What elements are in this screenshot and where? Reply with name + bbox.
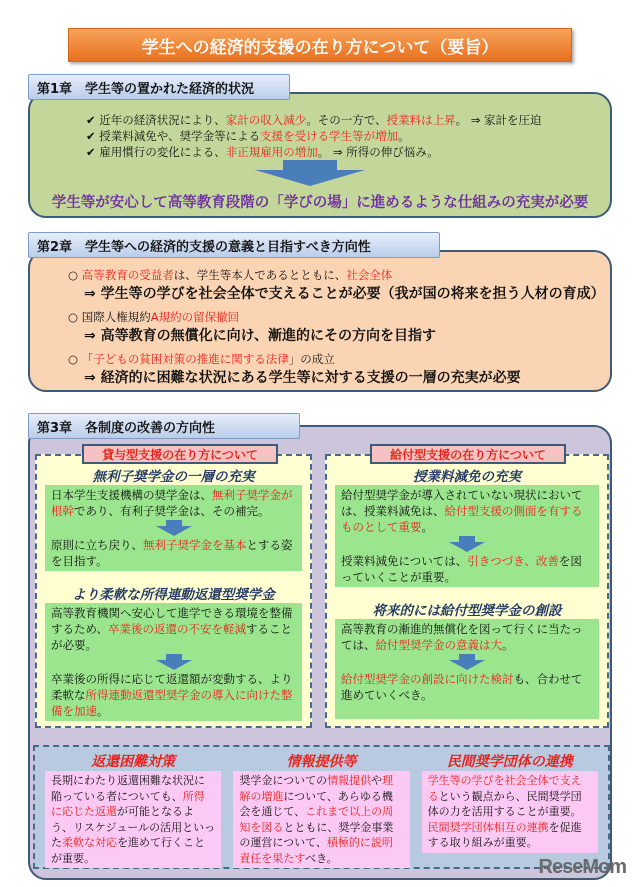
text-segment: 原則に立ち戻り、	[51, 538, 143, 552]
section-box	[335, 619, 599, 719]
text-segment: 授業料減免や、奨学金等による	[99, 129, 261, 143]
chapter1-conclusion: 学生等が安心して高等教育段階の「学びの場」に進めるような仕組みの充実が必要	[51, 195, 589, 211]
highlighted-text: 高等教育の受益者	[81, 268, 174, 282]
measure-heading: 民間奨学団体の連携	[446, 754, 573, 770]
down-arrow-icon	[255, 160, 365, 186]
highlighted-text: 情報提供	[327, 774, 372, 787]
text-segment: について、あらゆる機会を通じて、	[239, 789, 393, 818]
text-segment: は、学生等本人であるとともに、	[173, 268, 347, 282]
text-segment: 」の成立	[288, 352, 335, 366]
text-segment: を図っていくことが重要。	[341, 554, 582, 584]
text-segment: 奨学金についての	[239, 774, 328, 787]
section-text	[341, 487, 593, 535]
text-segment: 。	[421, 520, 433, 534]
text-segment: 国際人権規約	[81, 310, 151, 324]
highlighted-text: 所得連動返還型奨学金の導入に向けた整備を加速	[51, 688, 293, 718]
section-heading: 将来的には給付型奨学金の創設	[372, 603, 562, 619]
text-segment: を進めて行くことが重要。	[51, 836, 205, 865]
highlighted-text: A規約の留保撤回	[150, 310, 240, 324]
text-segment: 近年の経済状況により、	[99, 113, 226, 127]
other-measures-panel	[33, 745, 610, 869]
text-segment: 。	[502, 638, 514, 652]
text-segment: 。	[97, 704, 109, 718]
section-heading: 無利子奨学金の一層の充実	[92, 469, 255, 485]
loan-support-tab: 貸与型支援の在り方について	[82, 444, 278, 464]
highlighted-text: 無利子奨学金が根幹	[51, 488, 293, 518]
item-statement	[82, 352, 335, 366]
text-segment: という観点から、民間奨学団体の力を活用することが重要。	[427, 789, 582, 818]
section-heading: 授業料減免の充実	[413, 469, 521, 485]
circle-bullet-icon: ○	[68, 310, 79, 324]
text-segment: 授業料減免については、	[341, 554, 468, 568]
highlighted-text: 卒業後の返還の不安を軽減	[108, 622, 247, 636]
page-title: 学生への経済的支援の在り方について（要旨）	[68, 28, 572, 62]
measure-column	[233, 751, 409, 867]
text-segment: 「	[81, 352, 94, 366]
item-statement	[82, 310, 239, 324]
down-arrow-icon	[449, 654, 485, 670]
section-text	[51, 671, 296, 719]
text-segment: や	[371, 774, 383, 787]
highlighted-text: 所得に応じた返還	[51, 789, 205, 818]
bullet-text	[99, 129, 409, 143]
section-text	[341, 553, 593, 585]
text-segment: 。	[398, 129, 410, 143]
circle-bullet-icon: ○	[68, 268, 79, 282]
item-statement	[82, 268, 393, 282]
chapter2-heading: 第2章 学生等への経済的支援の意義と目指すべき方向性	[28, 232, 440, 258]
grant-support-panel	[325, 454, 609, 728]
measure-heading: 返還困難対策	[91, 754, 176, 770]
check-icon: ✔	[86, 129, 96, 143]
text-segment: 給付型奨学金が導入されていない現状においては、授業料減免は、	[341, 488, 583, 518]
text-segment: とする姿を目指す。	[51, 538, 293, 568]
bullet-text	[99, 145, 439, 159]
section-text	[341, 621, 593, 653]
text-segment: 高等教育の漸進的無償化を図って行くに当たっては、	[341, 622, 583, 652]
highlighted-text: 理解の増進	[239, 774, 394, 803]
section-text	[51, 537, 296, 569]
item-conclusion: ⇒ 学生等の学びを社会全体で支えることが必要（我が国の将来を担う人材の育成）	[84, 286, 605, 302]
highlighted-text: 無利子奨学金を基本	[143, 538, 247, 552]
text-segment: 雇用慣行の変化による、	[99, 145, 226, 159]
circle-bullet-icon: ○	[68, 352, 79, 366]
highlighted-text: 非正規雇用の増加	[225, 145, 318, 159]
check-icon: ✔	[86, 145, 96, 159]
section-text	[51, 605, 296, 653]
section-box	[45, 485, 302, 571]
text-segment: 高等教育機関へ安心して進学できる環境を整備するため、	[51, 606, 293, 636]
down-arrow-icon	[449, 536, 485, 552]
text-segment: も、合わせて進めていくべき。	[341, 672, 583, 702]
highlighted-text: 給付型奨学金の意義は大	[375, 638, 502, 652]
highlighted-text: 家計の収入減少	[225, 113, 307, 127]
item-conclusion: ⇒ 高等教育の無償化に向け、漸進的にその方向を目指す	[84, 328, 437, 344]
down-arrow-icon	[156, 654, 192, 670]
section-heading: より柔軟な所得連動返還型奨学金	[72, 587, 275, 603]
text-segment: を促進する取り組みが重要。	[427, 820, 582, 849]
highlighted-text: 民間奨学団体相互の連携	[427, 820, 549, 834]
measure-column	[45, 751, 221, 867]
text-segment: 。 ⇒ 所得の伸び悩み。	[317, 145, 439, 159]
highlighted-text: 学生等の学びを社会全体で支える	[427, 774, 582, 803]
text-segment: であり、有利子奨学金は、その補完。	[74, 504, 270, 518]
highlighted-text: 積極的に説明責任を果たす	[239, 836, 393, 865]
text-segment: べき。	[305, 851, 338, 865]
text-segment: 長期にわたり返還困難な状況に陥っている者についても、	[51, 774, 205, 803]
chapter1-heading: 第1章 学生等の置かれた経済的状況	[28, 74, 290, 100]
section-text	[51, 487, 296, 519]
text-segment: 。 ⇒ 家計を圧迫	[455, 113, 542, 127]
bullet-text	[99, 113, 541, 127]
section-box	[335, 485, 599, 587]
text-segment: 。その一方で、	[306, 113, 387, 127]
measure-text	[233, 771, 409, 868]
chapter2-box	[28, 250, 612, 392]
down-arrow-icon	[156, 520, 192, 536]
highlighted-text: 引きつづき、改善	[467, 554, 559, 568]
highlighted-text: 柔軟な対応	[62, 836, 117, 849]
section-box	[45, 603, 302, 721]
measure-text	[422, 771, 598, 853]
highlighted-text: 給付型奨学金の創設に向けた検討	[341, 672, 514, 686]
item-conclusion: ⇒ 経済的に困難な状況にある学生等に対する支援の一層の充実が必要	[84, 370, 521, 386]
text-segment: 日本学生支援機構の奨学金は、	[51, 488, 212, 502]
text-segment: 卒業後の所得に応じて返還額が変動する、より柔軟な	[51, 672, 293, 702]
chapter3-heading: 第3章 各制度の改善の方向性	[28, 413, 300, 439]
highlighted-text: 給付型支援の側面を有するものとして重要	[341, 504, 583, 534]
loan-support-panel	[35, 454, 312, 728]
check-icon: ✔	[86, 113, 96, 127]
text-segment: とともに、奨学金事業の運営について、	[239, 820, 394, 849]
grant-support-tab: 給付型支援の在り方について	[370, 444, 566, 464]
section-text	[341, 671, 593, 703]
highlighted-text: 支援を受ける学生等が増加	[260, 129, 399, 143]
text-segment: することが必要。	[51, 622, 293, 652]
highlighted-text: 社会全体	[346, 268, 393, 282]
highlighted-text: 子どもの貧困対策の推進に関する法律	[93, 352, 289, 366]
highlighted-text: 授業料は上昇	[386, 113, 456, 127]
resemom-watermark-logo: ReseMom	[538, 856, 626, 878]
text-segment: が可能となるよう、リスケジュールの活用といった	[51, 805, 216, 849]
highlighted-text: これまで以上の周知を図る	[239, 805, 394, 834]
measure-column	[422, 751, 598, 867]
measure-text	[45, 771, 221, 868]
measure-heading: 情報提供等	[286, 754, 357, 770]
